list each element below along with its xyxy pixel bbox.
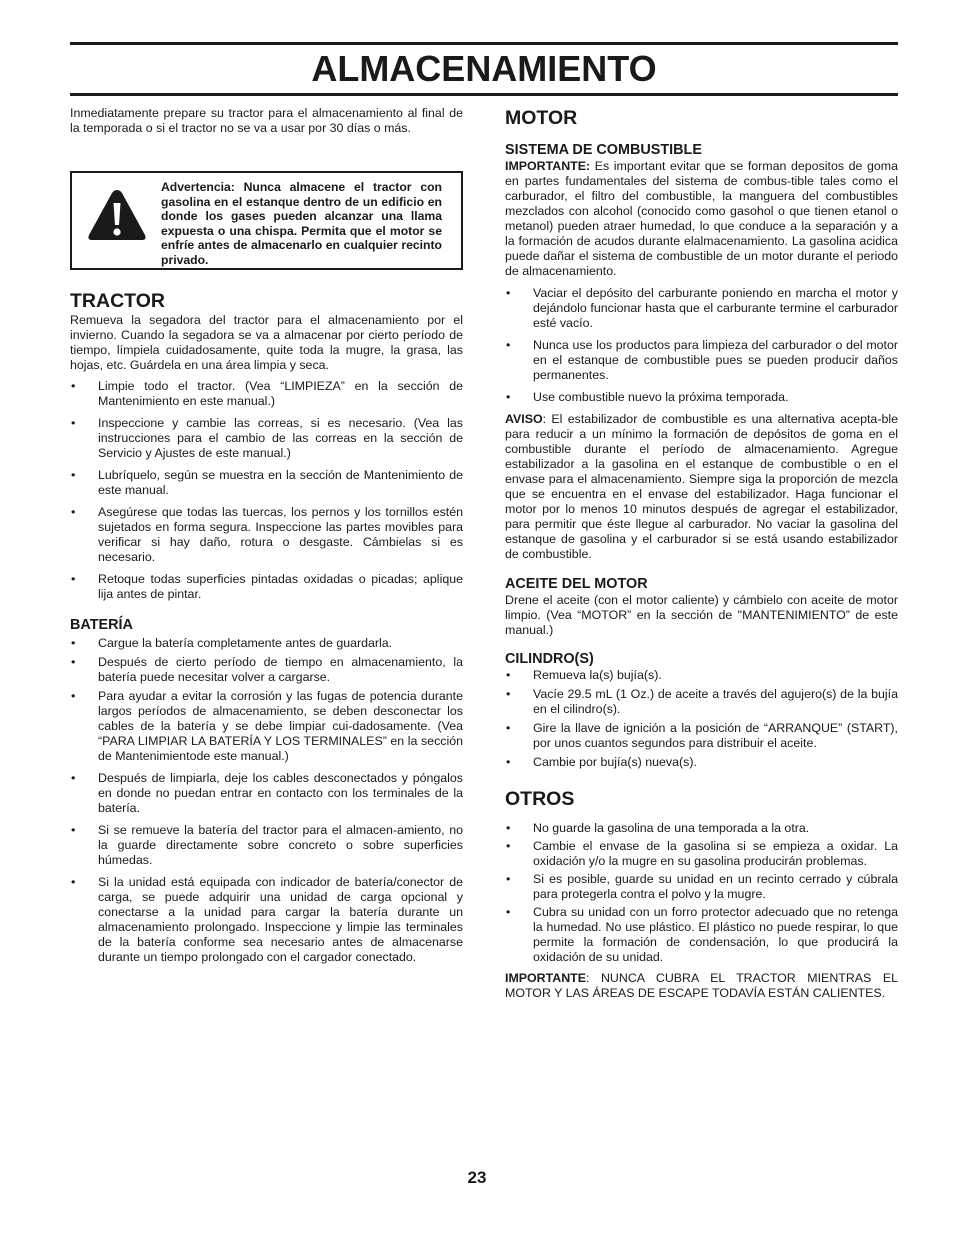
otros-list <box>505 821 898 965</box>
tractor-heading: TRACTOR <box>70 290 165 312</box>
list-item: • Limpie todo el tractor. (Vea “LIMPIEZA” en la sección de Mantenimiento en este manual.) <box>70 379 463 409</box>
list-item: • Vaciar el depósito del carburante poniendo en marcha el motor y dejándolo funcionar hasta que el carburante termine el carburador esté vacío. <box>505 286 898 331</box>
bateria-list <box>70 636 463 965</box>
list-item: • Después de limpiarla, deje los cables desconectados y póngalos en donde no puedan entrar en contacto con los terminales de la batería. <box>70 771 463 816</box>
importante-label: IMPORTANTE: <box>505 159 591 173</box>
aviso-label: AVISO <box>505 412 543 426</box>
final-importante-text: : NUNCA CUBRA EL TRACTOR MIENTRAS EL MOTOR Y LAS ÁREAS DE ESCAPE TODAVÍA ESTÁN CALIENTES. <box>505 971 898 1000</box>
left-column <box>70 106 463 965</box>
page-title: ALMACENAMIENTO <box>311 48 657 89</box>
cilindros-list <box>505 668 898 770</box>
title-bar <box>70 42 898 96</box>
list-item: • Si la unidad está equipada con indicador de batería/conector de carga, se puede adquirir una unidad de carga opcional y conectarse a la unidad para cargar la batería durante un almacenamiento prolongado. Inspeccione y limpie las terminales de la batería conforme sea necesario antes de almacenarse durante un tiempo prolongado con el cargador conectado. <box>70 875 463 965</box>
warning-text: Advertencia: Nunca almacene el tractor con gasolina en el estanque dentro de un edificio en donde los gases pueden alcanzar una llama expuesta o una chispa. Permita que el motor se enfríe antes de almacenarlo en cualquier recinto privado. <box>161 180 442 267</box>
list-item: • Inspeccione y cambie las correas, si es necesario. (Vea las instrucciones para el cambio de las correas en la sección de Servicio y Ajustes de este manual.) <box>70 416 463 461</box>
list-item: • Cargue la batería completamente antes de guardarla. <box>70 636 463 651</box>
list-item: • Cambie el envase de la gasolina si se empieza a oxidar. La oxidación y/o la mugre en su gasolina producirán problemas. <box>505 839 898 869</box>
tractor-paragraph: Remueva la segadora del tractor para el almacenamiento por el invierno. Cuando la segadora se va a almacenar por cierto período de tiempo, límpiela cuidadosamente, quite toda la mugre, la grasa, las hojas, etc. Guárdela en una área limpia y seca. <box>70 313 463 372</box>
list-item: • Cambie por bujía(s) nueva(s). <box>505 755 898 770</box>
page-number: 23 <box>467 1168 487 1187</box>
aceite-paragraph: Drene el aceite (con el motor caliente) y cámbielo con aceite de motor limpio. (Vea “MOTOR” en la sección de "MANTENIMIENTO” de este manual.) <box>505 593 898 637</box>
list-item: • Cubra su unidad con un forro protector adecuado que no retenga la humedad. No use plástico. El plástico no puede respirar, lo que permite la formación de condensación, lo que producirá la oxidación de su unidad. <box>505 905 898 965</box>
combustible-text: Es important evitar que se forman depositos de goma en partes fundamentales del sistema de combus-tible tales como el carburador, el filtro del combustible, la manguera del combustibles mezclados con alcohol (conocido como gasohol o que tienen etanol o metanol) pueden atraer humedad, lo que conduce a la separación y a la formación de acudos durante elalmacenamiento. La gasolina acidica puede dañar el sistema de combustible de un motor durante el periodo de almacenamiento. <box>505 159 898 278</box>
list-item: • No guarde la gasolina de una temporada a la otra. <box>505 821 898 836</box>
otros-heading: OTROS <box>505 788 575 810</box>
list-item: • Nunca use los productos para limpieza del carburador o del motor en el estanque de combustible pues se pueden producir daños permanentes. <box>505 338 898 383</box>
motor-heading: MOTOR <box>505 107 578 129</box>
aviso-paragraph <box>505 412 898 562</box>
warning-box <box>70 171 463 270</box>
list-item: • Lubríquelo, según se muestra en la sección de Mantenimiento de este manual. <box>70 468 463 498</box>
list-item: • Para ayudar a evitar la corrosión y las fugas de potencia durante largos períodos de almacenamiento, se deben desconectar los cables de la batería y se debe limpiar cui-dadosamente. (Vea “PARA LIMPIAR LA BATERÍA Y LOS TERMINALES” en la sección de Mantenimientode este manual.) <box>70 689 463 764</box>
list-item: • Después de cierto período de tiempo en almacenamiento, la batería puede necesitar volver a cargarse. <box>70 655 463 685</box>
warning-triangle-icon <box>86 187 148 243</box>
combustible-list <box>505 286 898 405</box>
cilindros-heading: CILINDRO(S) <box>505 651 594 667</box>
list-item: • Remueva la(s) bujía(s). <box>505 668 898 683</box>
list-item: • Si es posible, guarde su unidad en un recinto cerrado y cúbrala para protegerla contra el polvo y la mugre. <box>505 872 898 902</box>
list-item: • Retoque todas superficies pintadas oxidadas o picadas; aplique lija antes de pintar. <box>70 572 463 602</box>
intro-paragraph: Inmediatamente prepare su tractor para el almacenamiento al final de la temporada o si el tractor no se va a usar por 30 días o más. <box>70 106 463 135</box>
list-item: • Vacíe 29.5 mL (1 Oz.) de aceite a través del agujero(s) de la bujía en el cilindro(s). <box>505 687 898 717</box>
aviso-text: : El estabilizador de combustible es una alternativa acepta-ble para reducir a un mínimo la formación de depósitos de goma en el combustible durante el período de almacenamiento. Agregue estabilizador a la gasolina en el estanque de combustible o en el envase para el almacenamiento. Siempre siga la proporción de mezcla que se encuentra en el envase del estabilizador. Haga funcionar el motor por lo menos 10 minutos después de agregar el estabilizador, para permitir que éste llegue al carburador. No vaciar la gasolina del estanque de gasolina y el carburador si se está usando estabilizador de combustible. <box>505 412 898 561</box>
tractor-list <box>70 379 463 602</box>
list-item: • Si se remueve la batería del tractor para el almacen-amiento, no la guarde directamente sobre concreto o sobre superficies húmedas. <box>70 823 463 868</box>
combustible-paragraph <box>505 159 898 279</box>
final-importante-label: IMPORTANTE <box>505 971 586 985</box>
list-item: • Gire la llave de ignición a la posición de “ARRANQUE” (START), por unos cuantos segundos para distribuir el aceite. <box>505 721 898 751</box>
bateria-heading: BATERÍA <box>70 617 133 633</box>
combustible-heading: SISTEMA DE COMBUSTIBLE <box>505 142 702 158</box>
list-item: • Asegúrese que todas las tuercas, los pernos y los tornillos estén sujetados en forma segura. Inspeccione las partes movibles para verificar si hay daño, rotura o desgaste. Cámbielas si es necesario. <box>70 505 463 565</box>
right-column <box>505 106 898 1001</box>
final-importante-paragraph <box>505 971 898 1001</box>
aceite-heading: ACEITE DEL MOTOR <box>505 576 648 592</box>
list-item: • Use combustible nuevo la próxima temporada. <box>505 390 898 405</box>
